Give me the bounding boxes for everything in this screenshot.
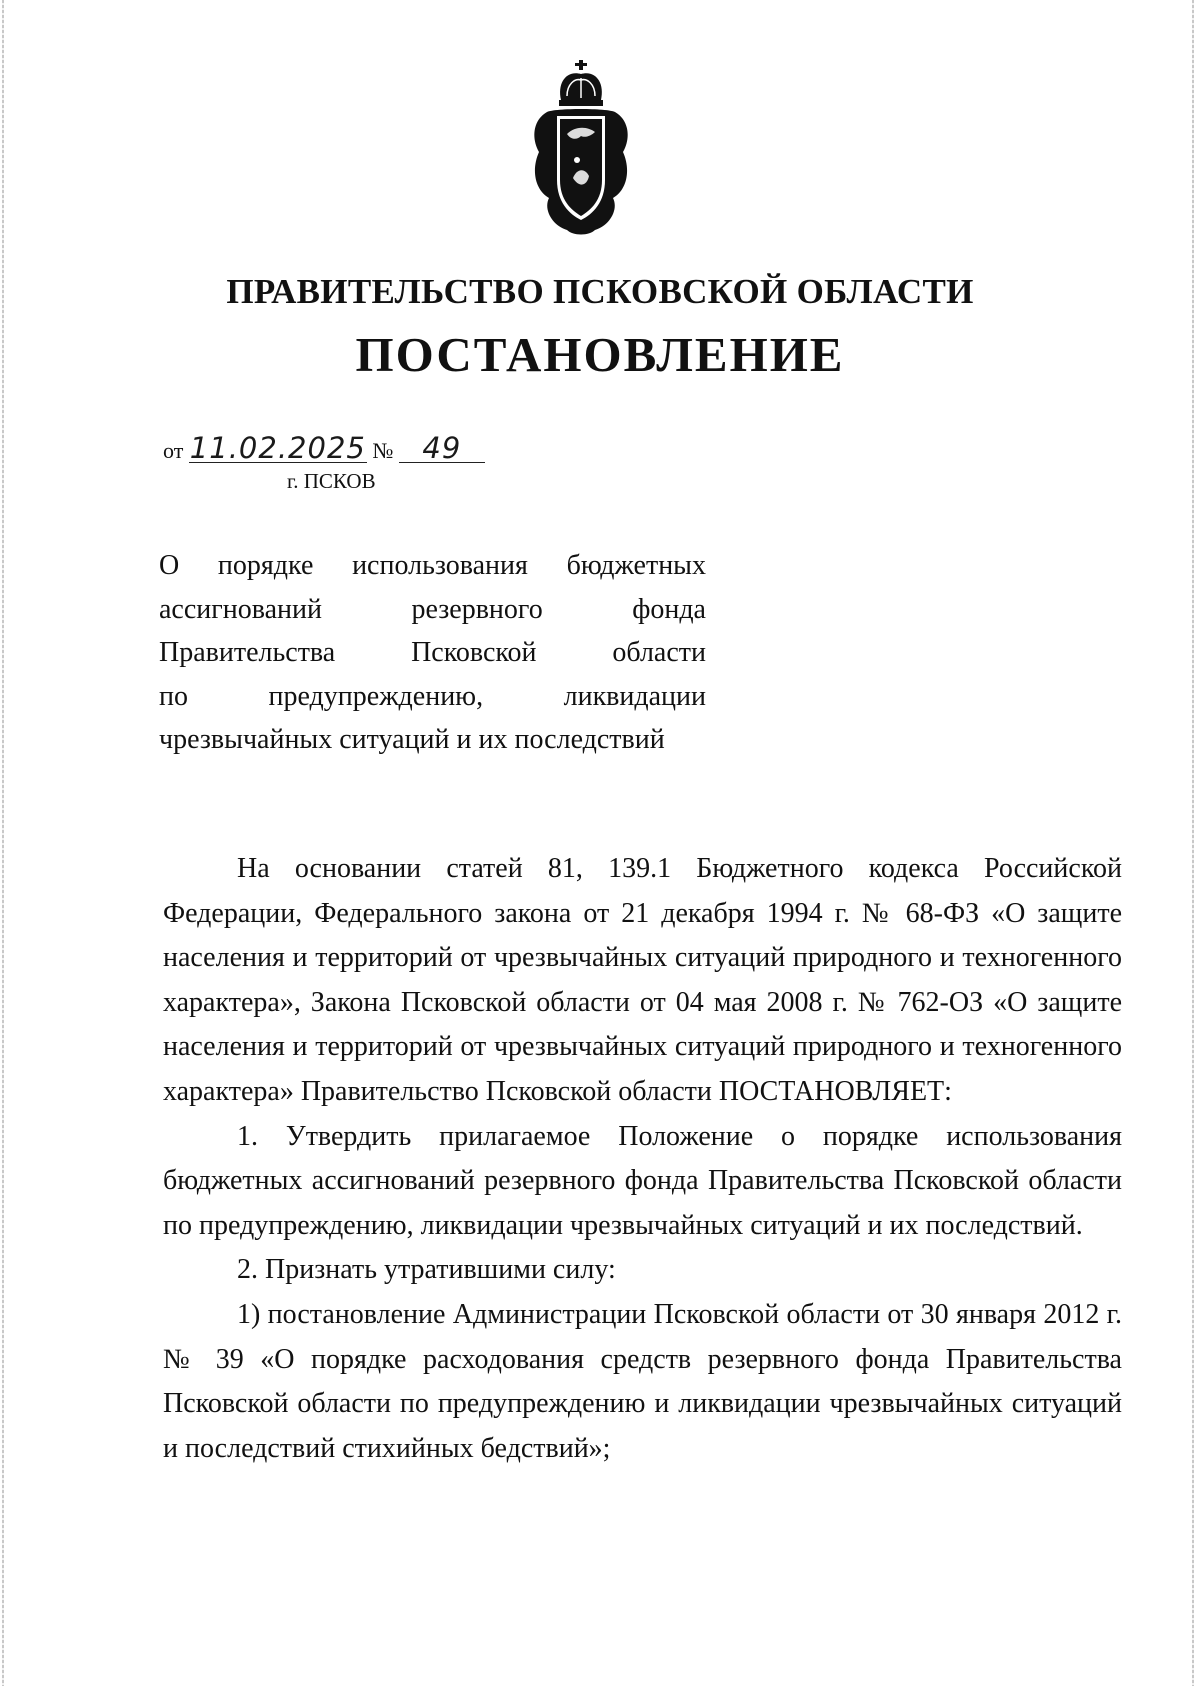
scan-edge-right xyxy=(1192,0,1194,1686)
document-body xyxy=(163,847,1122,1471)
date-value: 11.02.2025 xyxy=(189,431,366,465)
document-subject xyxy=(159,544,706,762)
coat-of-arms-icon xyxy=(527,60,635,240)
body-paragraph: На основании статей 81, 139.1 Бюджетного кодекса Российской Федерации, Федерального закона от 21 декабря 1994 г. № 68-ФЗ «О защите населения и территорий от чрезвычайных ситуаций природного и техногенного характера», Закона Псковской области от 04 мая 2008 г. № 762-ОЗ «О защите населения и территорий от чрезвычайных ситуаций природного и техногенного характера» Правительство Псковской области ПОСТАНОВЛЯЕТ: xyxy=(163,853,1122,1107)
scan-edge-left xyxy=(2,0,4,1686)
subject-line: ассигнований резервного фонда xyxy=(159,593,706,625)
date-prefix: от xyxy=(163,438,184,463)
subject-line: по предупреждению, ликвидации xyxy=(159,680,706,712)
document-type-title: ПОСТАНОВЛЕНИЕ xyxy=(355,327,845,382)
city-label: г. ПСКОВ xyxy=(287,469,376,493)
body-paragraph: 2. Признать утратившими силу: xyxy=(237,1254,616,1286)
number-prefix: № xyxy=(372,438,394,463)
body-paragraph: 1. Утвердить прилагаемое Положение о порядке использования бюджетных ассигнований резервного фонда Правительства Псковской области по предупреждению, ликвидации чрезвычайных ситуаций и их последствий. xyxy=(163,1120,1122,1241)
subject-line: чрезвычайных ситуаций и их последствий xyxy=(159,724,665,755)
date-number-line xyxy=(163,431,485,465)
number-value: 49 xyxy=(399,434,485,463)
body-paragraph: 1) постановление Администрации Псковской области от 30 января 2012 г. № 39 «О порядке расходования средств резервного фонда Правительства Псковской области по предупреждению и ликвидации чрезвычайных ситуаций и последствий стихийных бедствий»; xyxy=(163,1298,1122,1464)
subject-line: О порядке использования бюджетных xyxy=(159,550,706,581)
organization-title: ПРАВИТЕЛЬСТВО ПСКОВСКОЙ ОБЛАСТИ xyxy=(226,272,974,311)
subject-line: Правительства Псковской области xyxy=(159,637,706,668)
